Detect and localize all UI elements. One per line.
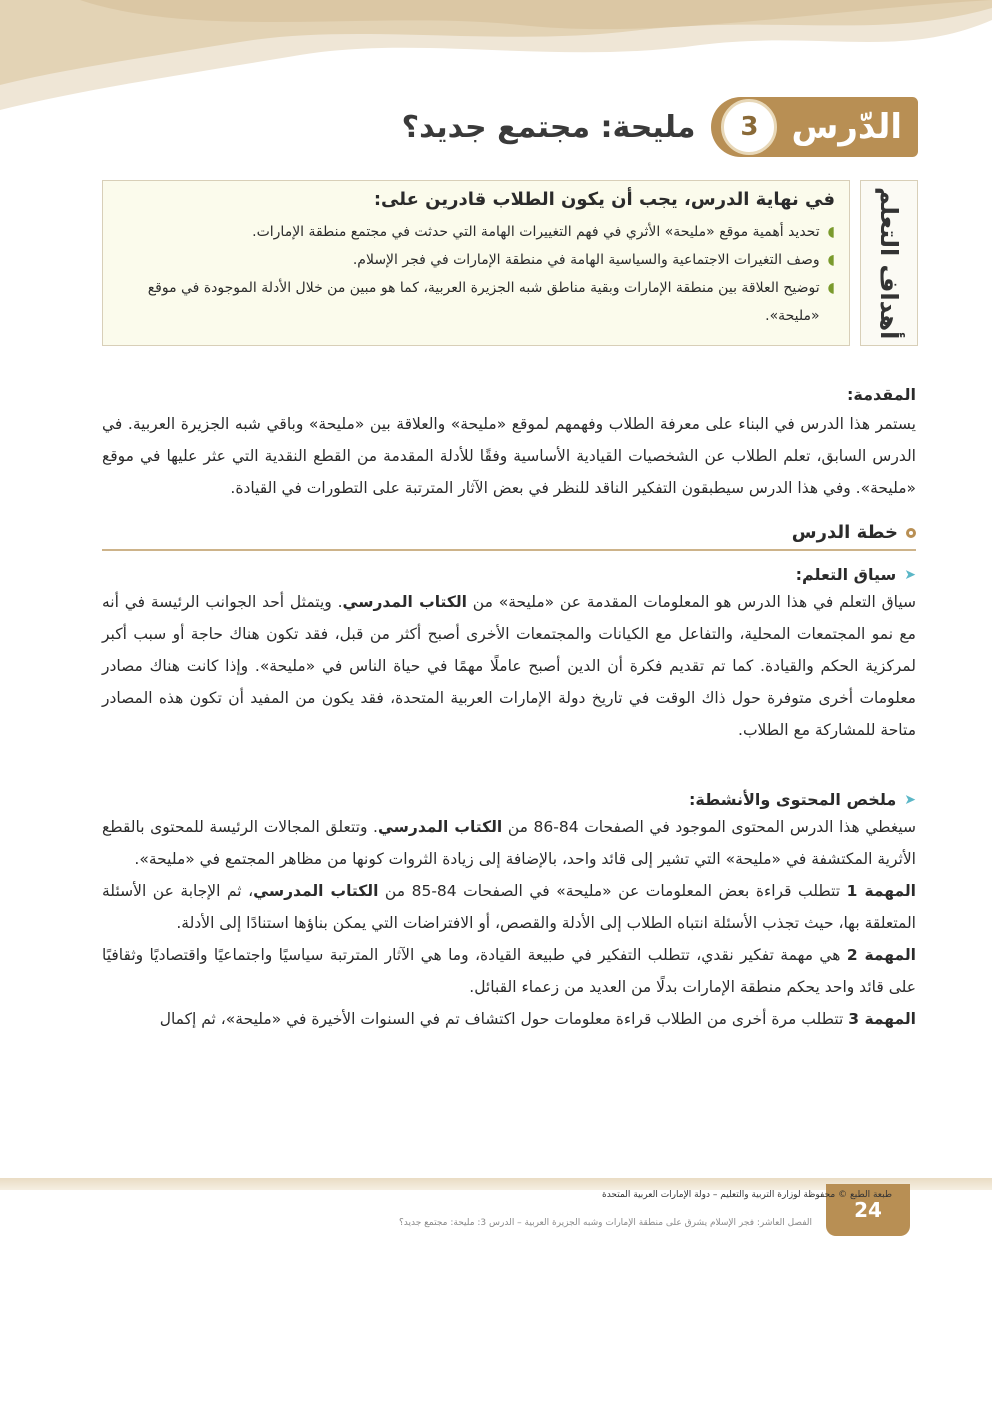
footer-credit: طبعة الطبع © محفوظة لوزارة التربية والتعليم – دولة الإمارات العربية المتحدة: [601, 1190, 892, 1200]
bullet-icon: ◖: [827, 224, 835, 240]
lesson-number: 3: [721, 99, 777, 155]
page-number: 24: [826, 1184, 910, 1236]
task-2-text: هي مهمة تفكير نقدي، تتطلب التفكير في طبيعة القيادة، وما هي الآثار المترتبة سياسيًا واجتماعيًا واقتصاديًا وثقافيًا على قائد واحد يحكم منطقة الإمارات بدلًا من العديد من زعماء القبائل.: [102, 946, 916, 996]
objectives-tab-label: أهداف التعلم: [875, 186, 903, 340]
context-text-1: سياق التعلم في هذا الدرس هو المعلومات المقدمة عن «مليحة» من: [467, 593, 916, 611]
lesson-plan-title: خطة الدرس: [791, 522, 898, 543]
context-heading: [102, 565, 916, 584]
textbook-ref: الكتاب المدرسي: [377, 818, 503, 836]
objectives-lead: في نهاية الدرس، يجب أن يكون الطلاب قادرين على:: [373, 189, 835, 210]
arrow-icon: ➤: [904, 566, 916, 583]
objective-text: وصف التغيرات الاجتماعية والسياسية الهامة في منطقة الإمارات في فجر الإسلام.: [352, 252, 820, 268]
footer-chapter: الفصل العاشر: فجر الإسلام يشرق على منطقة الإمارات وشبه الجزيرة العربية – الدرس 3: مليحة: مجتمع جديد؟: [398, 1218, 812, 1228]
lesson-header: [402, 95, 918, 159]
main-content: [102, 385, 916, 1035]
lesson-title: مليحة: مجتمع جديد؟: [401, 109, 696, 145]
objectives-box: [102, 180, 850, 346]
context-text-2: . ويتمثل أحد الجوانب الرئيسة في أنه مع نمو المجتمعات المحلية، والتفاعل مع الكيانات والمجتمعات الأخرى أصبح أكثر من قبل، فقد تكون هناك حاجة أو سبب أكبر لمركزية الحكم والقيادة. كما تم تقديم فكرة أن الدين أصبح عاملًا مهمًا في حياة الناس في «مليحة». وإذا كانت هناك مصادر معلومات أخرى متوفرة حول ذاك الوقت في تاريخ دولة الإمارات العربية المتحدة، فقد يكون من المفيد أن تكون هذه المصادر متاحة للمشاركة مع الطلاب.: [102, 593, 916, 739]
list-item: [117, 246, 835, 274]
task-1-label: المهمة 1: [846, 882, 916, 900]
task-2-paragraph: [102, 939, 916, 1003]
textbook-ref: الكتاب المدرسي: [253, 882, 379, 900]
summary-paragraph: [102, 811, 916, 875]
task-3-text: تتطلب مرة أخرى من الطلاب قراءة معلومات حول اكتشاف تم في السنوات الأخيرة في «مليحة»، ثم إكمال: [159, 1010, 849, 1028]
summary-heading: [102, 790, 916, 809]
objective-text: تحديد أهمية موقع «مليحة» الأثري في فهم التغييرات الهامة التي حدثت في مجتمع منطقة الإمارات.: [252, 224, 820, 240]
task-3-paragraph: [102, 1003, 916, 1035]
summary-text-1: سيغطي هذا الدرس المحتوى الموجود في الصفحات 84-86 من: [502, 818, 916, 836]
lesson-badge: [711, 97, 918, 157]
objectives-list: [117, 218, 835, 330]
task-1-text-2: ، ثم الإجابة عن الأسئلة المتعلقة بها، حيث تجذب الأسئلة انتباه الطلاب إلى الأدلة والقصص، أو الافتراضات التي يمكن بناؤها استنادًا إلى الأدلة.: [102, 882, 916, 932]
list-item: [117, 274, 835, 330]
textbook-ref: الكتاب المدرسي: [342, 593, 467, 611]
context-heading-text: سياق التعلم:: [795, 565, 897, 584]
objectives-tab: [860, 180, 918, 346]
lesson-plan-heading: [102, 522, 916, 551]
task-3-label: المهمة 3: [848, 1010, 916, 1028]
task-2-label: المهمة 2: [846, 946, 916, 964]
circle-bullet-icon: [906, 528, 916, 538]
context-paragraph: [102, 586, 916, 746]
lesson-label: الدّرس: [791, 107, 902, 147]
task-1-text-1: تتطلب قراءة بعض المعلومات عن «مليحة» في الصفحات 84-85 من: [378, 882, 847, 900]
bullet-icon: ◖: [827, 280, 835, 296]
arrow-icon: ➤: [904, 791, 916, 808]
list-item: [117, 218, 835, 246]
task-1-paragraph: [102, 875, 916, 939]
learning-objectives: [102, 180, 918, 346]
summary-heading-text: ملخص المحتوى والأنشطة:: [689, 790, 897, 809]
bullet-icon: ◖: [827, 252, 835, 268]
objective-text: توضيح العلاقة بين منطقة الإمارات وبقية مناطق شبه الجزيرة العربية، كما هو مبين من خلال الأدلة الموجودة في موقع «مليحة».: [147, 280, 820, 324]
summary-text-2: . وتتعلق المجالات الرئيسة للمحتوى بالقطع الأثرية المكتشفة في «مليحة» التي تشير إلى قائد واحد، بالإضافة إلى زيادة الثروات كونها من مظاهر المجتمع في «مليحة».: [102, 818, 916, 868]
intro-heading: المقدمة:: [847, 385, 916, 404]
intro-paragraph: يستمر هذا الدرس في البناء على معرفة الطلاب وفهمهم لموقع «مليحة» والعلاقة بين «مليحة» وباقي شبه الجزيرة العربية. في الدرس السابق، تعلم الطلاب عن الشخصيات القيادية الأساسية وفقًا للأدلة المقدمة من القطع النقدية التي عثر عليها في موقع «مليحة». وفي هذا الدرس سيطبقون التفكير الناقد للنظر في بعض الآثار المترتبة على التطورات في القيادة.: [102, 415, 916, 497]
